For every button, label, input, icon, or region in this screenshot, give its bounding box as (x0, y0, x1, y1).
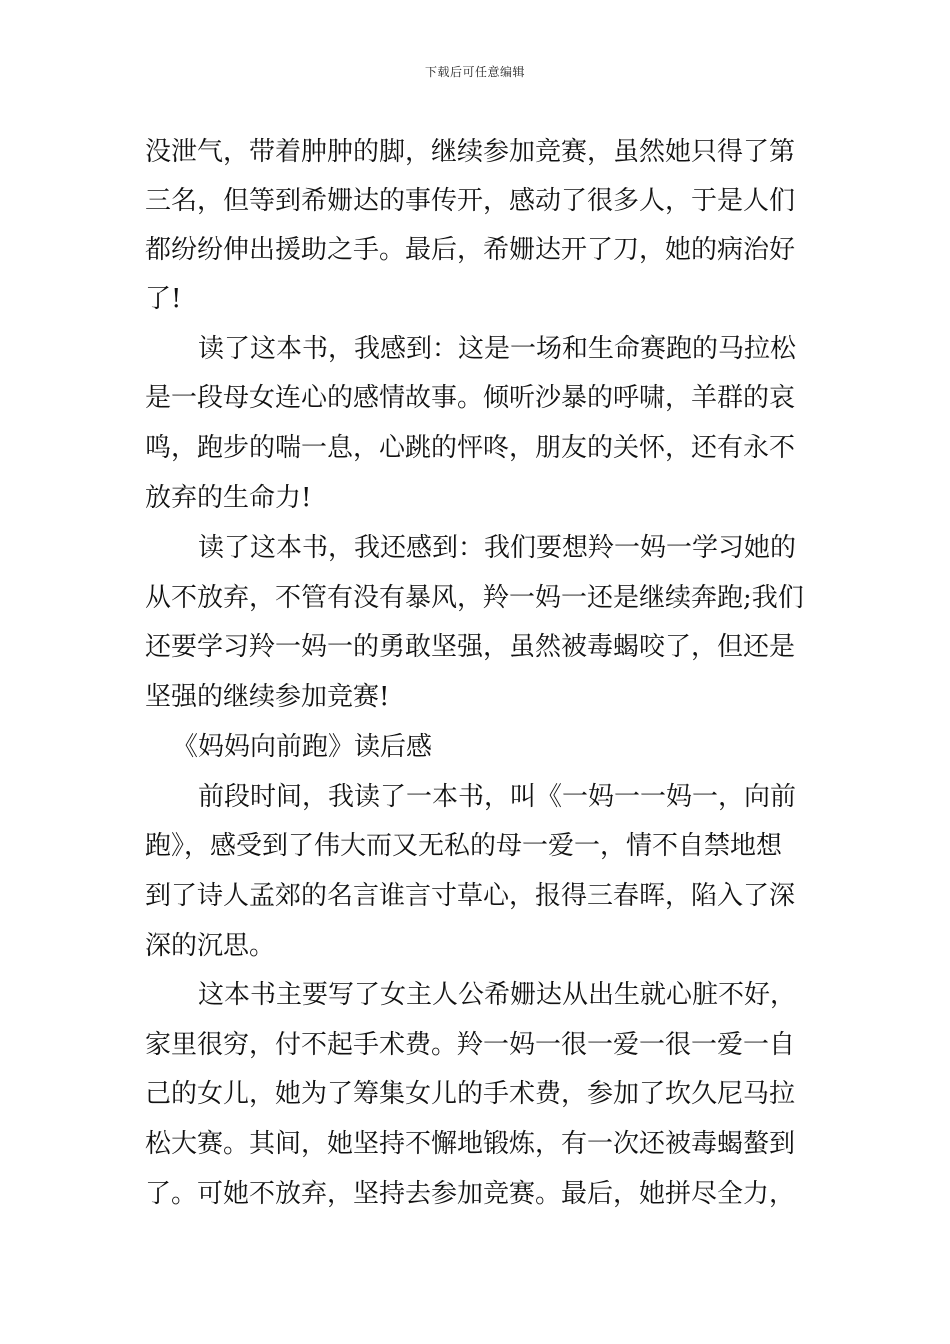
text-line: 没泄气，带着肿肿的脚，继续参加竞赛，虽然她只得了第 (145, 137, 796, 167)
text-line: 松大赛。其间，她坚持不懈地锻炼，有一次还被毒蝎螯到 (145, 1129, 796, 1159)
text-line: 跑》，感受到了伟大而又无私的母一爱一，情不自禁地想 (145, 831, 783, 861)
page-header: 下载后可任意编辑 (424, 65, 525, 79)
text-line: 放弃的生命力! (145, 483, 312, 513)
text-line: 还要学习羚一妈一的勇敢坚强，虽然被毒蝎咬了，但还是 (145, 632, 796, 662)
text-line: 己的女儿，她为了筹集女儿的手术费，参加了坎久尼马拉 (145, 1079, 796, 1109)
text-line: 了。可她不放弃，坚持去参加竞赛。最后，她拼尽全力， (145, 1179, 796, 1209)
text-line: 前段时间，我读了一本书，叫《一妈一一妈一，向前 (198, 782, 797, 812)
text-line: 三名，但等到希姗达的事传开，感动了很多人，于是人们 (145, 186, 796, 216)
text-line: 深的沉思。 (145, 931, 276, 961)
text-line: 是一段母女连心的感情故事。倾听沙暴的呼啸，羊群的哀 (145, 383, 796, 413)
text-line: 从不放弃，不管有没有暴风，羚一妈一还是继续奔跑;我们 (145, 583, 804, 613)
essay-title: 《妈妈向前跑》读后感 (172, 732, 433, 762)
text-line: 鸣，跑步的喘一息，心跳的怦咚，朋友的关怀，还有永不 (145, 433, 796, 463)
text-line: 这本书主要写了女主人公希姗达从出生就心脏不好， (198, 980, 797, 1010)
text-line: 读了这本书，我感到：这是一场和生命赛跑的马拉松 (198, 334, 797, 364)
text-line: 了! (145, 284, 182, 314)
text-line: 到了诗人孟郊的名言谁言寸草心，报得三春晖，陷入了深 (145, 881, 796, 911)
text-line: 家里很穷，付不起手术费。羚一妈一很一爱一很一爱一自 (145, 1030, 796, 1060)
text-line: 都纷纷伸出援助之手。最后，希姗达开了刀，她的病治好 (145, 235, 796, 265)
text-line: 读了这本书，我还感到：我们要想羚一妈一学习她的 (198, 533, 797, 563)
text-line: 坚强的继续参加竞赛! (145, 682, 390, 712)
